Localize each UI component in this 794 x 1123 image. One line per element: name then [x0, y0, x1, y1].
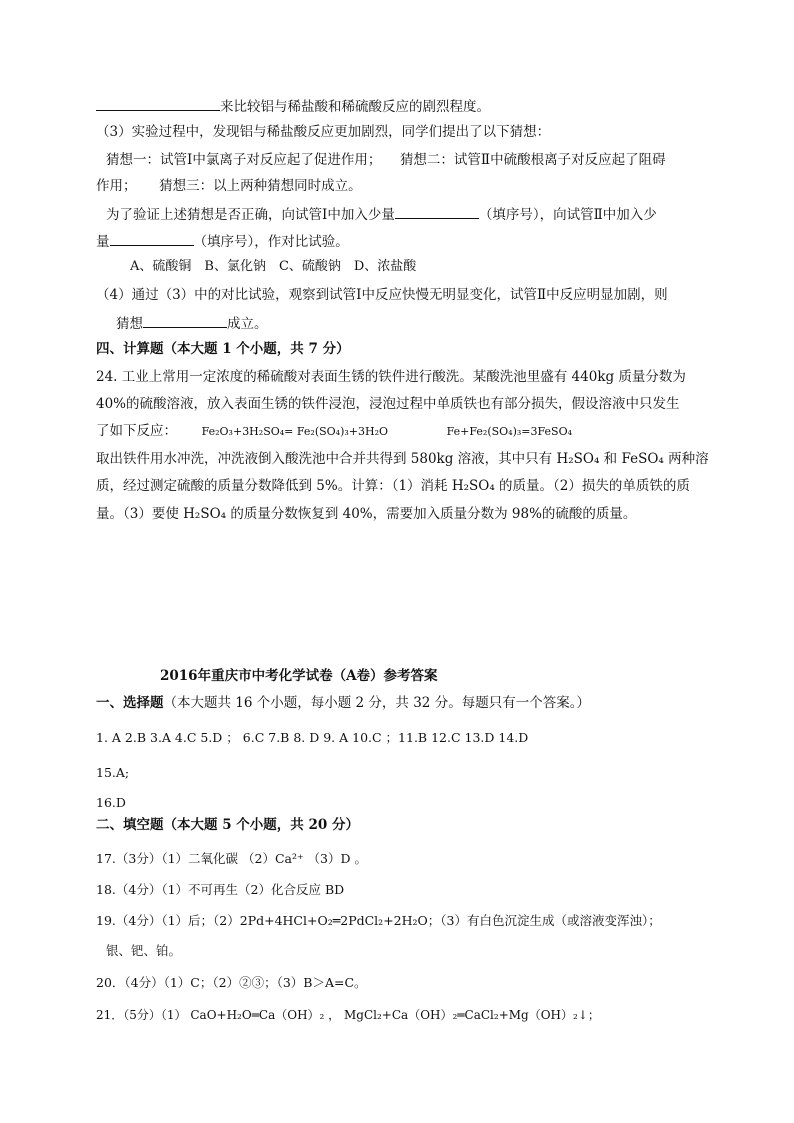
section-four-heading: 四、计算题（本大题 1 个小题，共 7 分）	[96, 341, 350, 357]
q23-line1-text: 来比较铝与稀盐酸和稀硫酸反应的剧烈程度。	[220, 99, 490, 115]
p4-established: 成立。	[227, 316, 268, 332]
section-one-heading: 一、选择题	[96, 695, 164, 711]
q24-line1: 24. 工业上常用一定浓度的稀硫酸对表面生锈的铁件进行酸洗。某酸洗池里盛有 440kg 质量分数为	[96, 369, 686, 385]
guess-two: 猜想二：试管Ⅱ中硫酸根离子对反应起了阻碍	[399, 152, 666, 168]
q23-line1	[96, 96, 490, 116]
answer-19-line2: 银、钯、铂。	[106, 943, 182, 958]
answer-blank[interactable]	[96, 96, 220, 111]
q24-line4: 取出铁件用水冲洗，冲洗液倒入酸洗池中合并共得到 580kg 溶液，其中只有 H₂SO₄ 和 FeSO₄ 两种溶	[96, 451, 709, 467]
choice-answers-line1: 1. A 2.B 3.A 4.C 5.D ； 6.C 7.B 8. D 9. A 10.C ；11.B 12.C 13.D 14.D	[96, 730, 529, 745]
q23-verify-row	[106, 204, 657, 224]
equation-two: Fe+Fe₂(SO₄)₃=3FeSO₄	[446, 425, 572, 438]
answer-18: 18.（4分）（1）不可再生（2）化合反应 BD	[96, 882, 345, 897]
q23-part4-line1: （4）通过（3）中的对比试验，观察到试管Ⅰ中反应快慢无明显变化，试管Ⅱ中反应明显加剧，则	[96, 287, 668, 303]
p4-guess-label: 猜想	[116, 316, 143, 332]
equation-one: Fe₂O₃+3H₂SO₄= Fe₂(SO₄)₃+3H₂O	[201, 425, 389, 438]
q24-line5: 质，经过测定硫酸的质量分数降低到 5%。计算：（1）消耗 H₂SO₄ 的质量。（2）损失的单质铁的质	[96, 478, 690, 494]
guess-three: 猜想三：以上两种猜想同时成立。	[159, 178, 362, 194]
verify-text-a: 为了验证上述猜想是否正确，向试管Ⅰ中加入少量	[106, 207, 395, 223]
answer-21: 21．（5分）（1） CaO+H₂O═Ca（OH）₂ ， MgCl₂+Ca（OH）₂═CaCl₂+Mg（OH）₂↓；	[96, 1008, 600, 1022]
answer-blank[interactable]	[395, 204, 479, 219]
guess-two-continued: 作用；	[96, 178, 137, 194]
verify-text-b: （填序号），向试管Ⅱ中加入少	[478, 207, 657, 223]
verify-text-d: （填序号），作对比试验。	[193, 234, 349, 250]
q23-guesses-row	[106, 151, 666, 169]
q23-guess-row2	[96, 177, 362, 195]
q23-part4-line2	[116, 313, 268, 333]
answers-section1-header	[96, 694, 590, 712]
section-one-description: （本大题共 16 个小题，每小题 2 分，共 32 分。每题只有一个答案。）	[163, 695, 590, 711]
q24-line2: 40%的硫酸溶液，放入表面生锈的铁件浸泡，浸泡过程中单质铁也有部分损失，假设溶液中只发生	[96, 396, 680, 412]
q23-verify-row2	[96, 231, 349, 251]
answer-20: 20．（4分）（1）C；（2）②③；（3）B＞A=C。	[96, 975, 367, 990]
answers-title: 2016年重庆市中考化学试卷（A卷）参考答案	[160, 668, 438, 684]
q23-options: A、硫酸铜 B、氯化钠 C、硫酸钠 D、浓盐酸	[130, 259, 417, 274]
verify-text-c: 量	[96, 234, 110, 250]
answer-19-line1: 19.（4分）（1）后；（2）2Pd+4HCl+O₂═2PdCl₂+2H₂O；（3）有白色沉淀生成（或溶液变浑浊）；	[96, 913, 661, 928]
choice-answers-line3: 16.D	[96, 795, 126, 810]
choice-answers-line2: 15.A;	[96, 765, 130, 780]
answer-blank[interactable]	[110, 231, 194, 246]
section-two-heading: 二、填空题（本大题 5 个小题，共 20 分）	[96, 817, 359, 833]
answer-17: 17.（3分）（1）二氧化碳 （2）Ca²⁺ （3）D 。	[96, 851, 368, 866]
q23-part3-intro: （3）实验过程中，发现铝与稀盐酸反应更加剧烈，同学们提出了以下猜想：	[96, 124, 551, 140]
q24-reaction-intro: 了如下反应：	[96, 423, 177, 439]
q24-line6: 量。（3）要使 H₂SO₄ 的质量分数恢复到 40%，需要加入质量分数为 98%的硫酸的质量。	[96, 506, 637, 522]
q24-line3	[96, 422, 572, 441]
answer-blank[interactable]	[143, 313, 227, 328]
guess-one: 猜想一：试管Ⅰ中氯离子对反应起了促进作用；	[106, 152, 382, 168]
